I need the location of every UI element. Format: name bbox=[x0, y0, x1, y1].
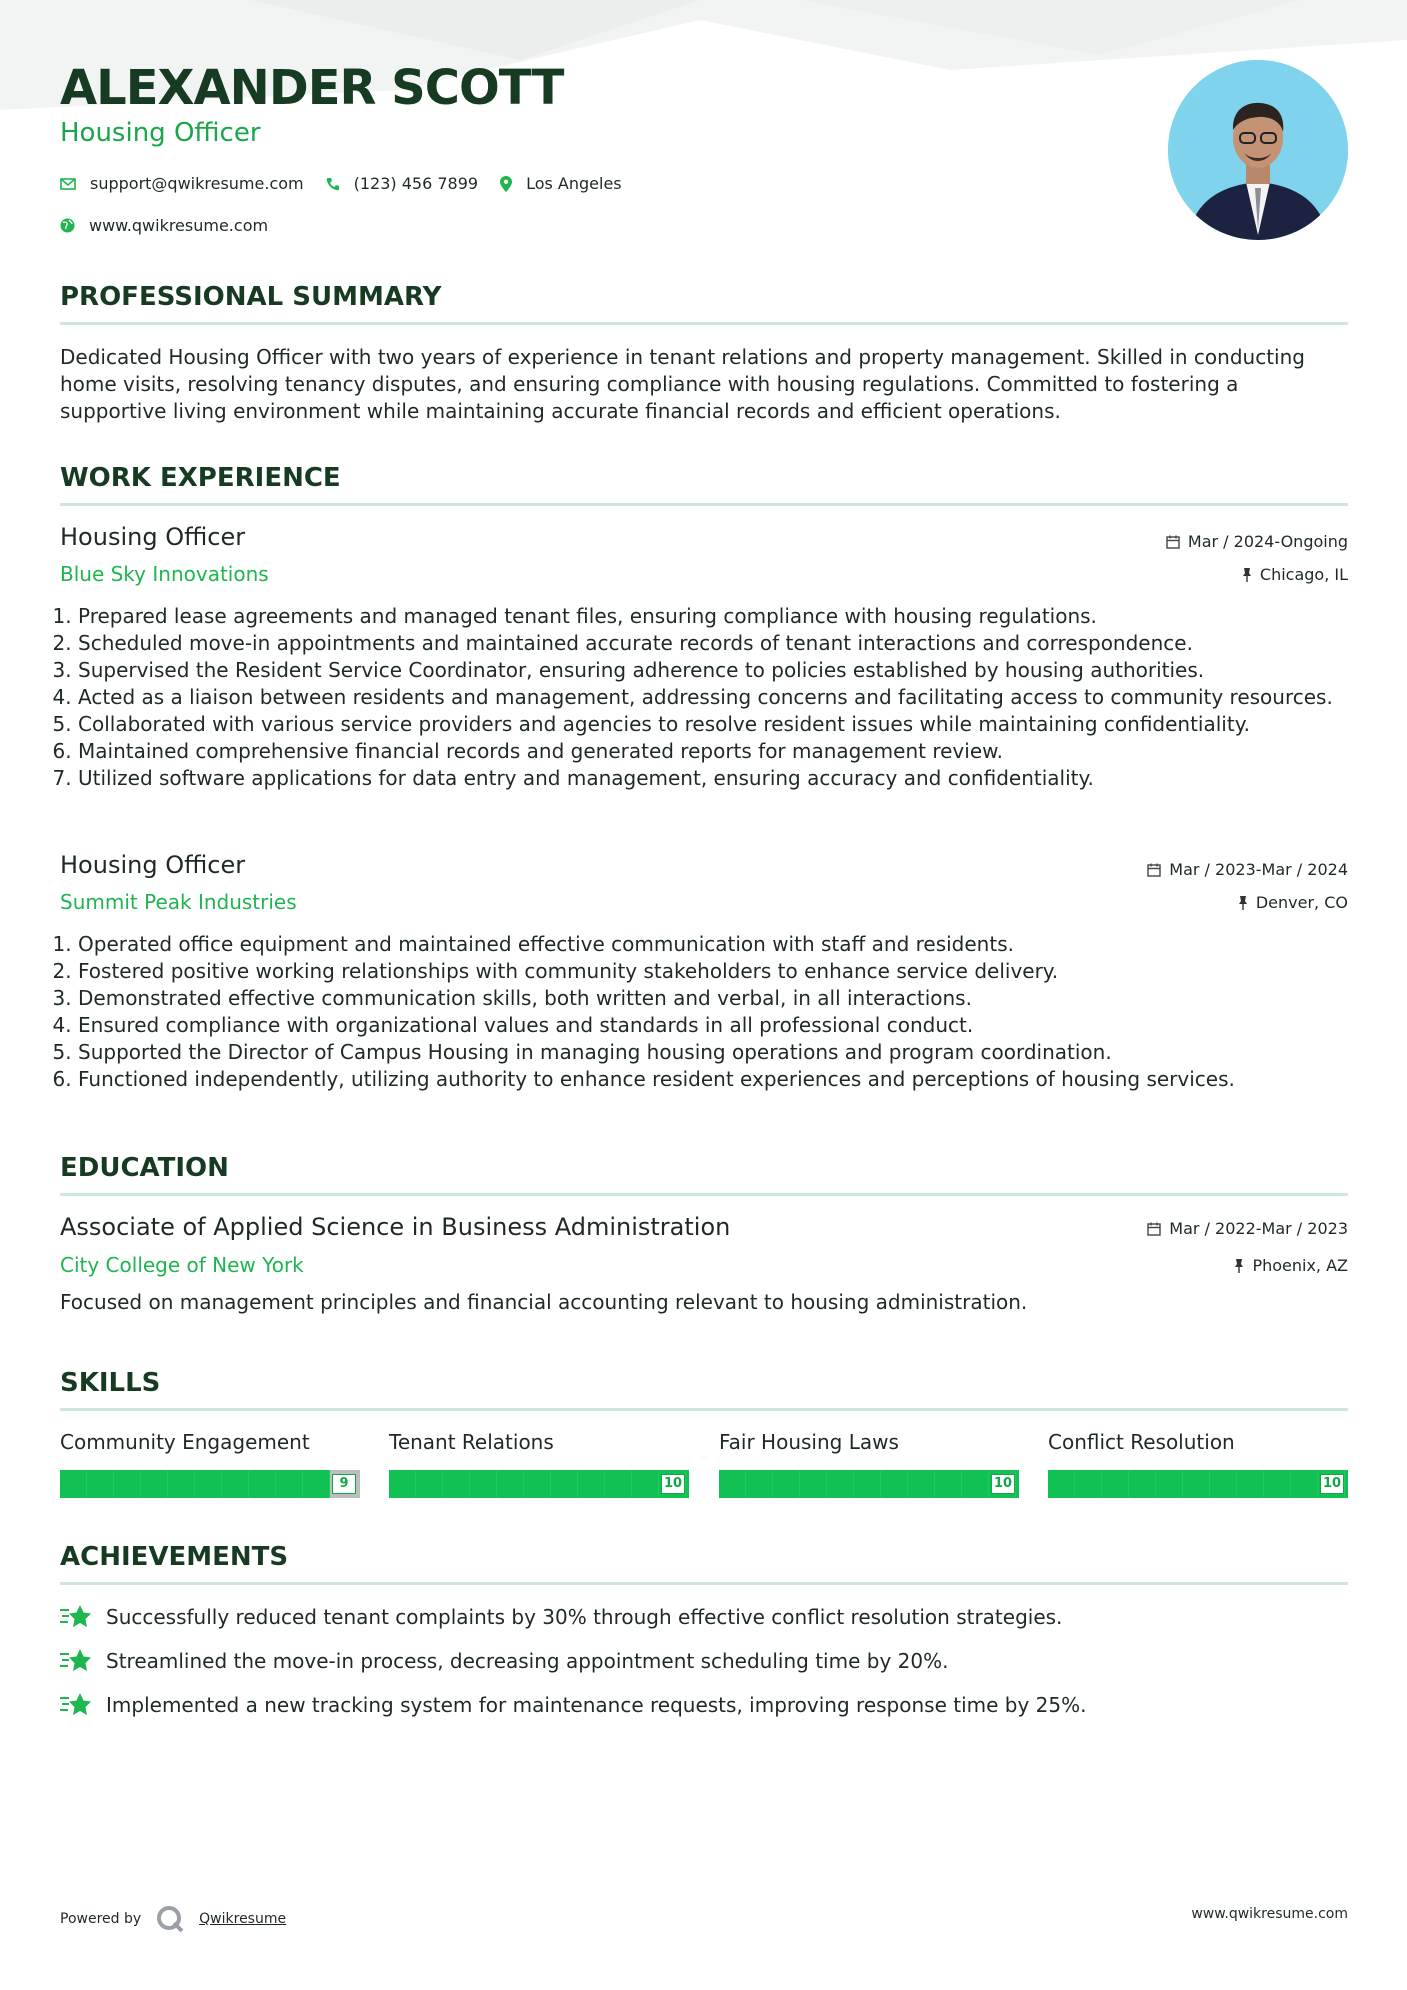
candidate-title: Housing Officer bbox=[60, 118, 261, 148]
job-location-text: Chicago, IL bbox=[1259, 565, 1348, 584]
duty-list bbox=[60, 931, 1348, 1093]
company-name: Summit Peak Industries bbox=[60, 890, 297, 914]
education-divider bbox=[60, 1193, 1348, 1196]
achievement-text: Implemented a new tracking system for maintenance requests, improving response time by 25%. bbox=[106, 1693, 1087, 1717]
summary-text: Dedicated Housing Officer with two years of experience in tenant relations and property management. Skilled in conducting home visits, resolving tenancy disputes, and ensuring compliance with housing regulations. Committed to fostering a supportive living environment while maintaining accurate financial records and efficient operations. bbox=[60, 345, 1305, 423]
achievement-item bbox=[60, 1648, 948, 1674]
achievements-heading: ACHIEVEMENTS bbox=[60, 1542, 289, 1572]
duty-item: 2. Scheduled move-in appointments and maintained accurate records of tenant interactions and correspondence. bbox=[78, 630, 1348, 657]
phone-icon bbox=[326, 177, 340, 191]
skill-bar bbox=[1048, 1470, 1348, 1498]
duty-item: 6. Functioned independently, utilizing authority to enhance resident experiences and perceptions of housing services. bbox=[78, 1066, 1348, 1093]
footer-website[interactable]: www.qwikresume.com bbox=[1191, 1906, 1348, 1922]
star-badge-icon bbox=[60, 1604, 92, 1630]
pushpin-icon bbox=[1234, 1259, 1244, 1273]
skill-item bbox=[719, 1430, 1019, 1498]
star-badge-icon bbox=[60, 1692, 92, 1718]
contact-website[interactable] bbox=[60, 216, 268, 235]
map-pin-icon bbox=[500, 176, 512, 192]
education-dates-text: Mar / 2022-Mar / 2023 bbox=[1169, 1219, 1348, 1238]
email-text: support@qwikresume.com bbox=[90, 174, 304, 193]
duty-item: 4. Ensured compliance with organizational values and standards in all professional conduct. bbox=[78, 1012, 1348, 1039]
skill-item bbox=[1048, 1430, 1348, 1498]
profile-photo bbox=[1168, 60, 1348, 240]
education-description: Focused on management principles and financial accounting relevant to housing administration. bbox=[60, 1290, 1028, 1314]
job-location-text: Denver, CO bbox=[1255, 893, 1348, 912]
calendar-icon bbox=[1166, 535, 1180, 549]
education-heading: EDUCATION bbox=[60, 1153, 229, 1183]
skill-fill bbox=[1048, 1470, 1348, 1498]
envelope-icon bbox=[60, 178, 76, 190]
globe-icon bbox=[60, 218, 75, 233]
contact-row-secondary bbox=[60, 216, 290, 235]
skill-item bbox=[60, 1430, 360, 1498]
school-name: City College of New York bbox=[60, 1253, 304, 1277]
skill-score: 10 bbox=[991, 1474, 1015, 1494]
experience-divider bbox=[60, 503, 1348, 506]
job-dates-text: Mar / 2023-Mar / 2024 bbox=[1169, 860, 1348, 879]
contact-phone[interactable] bbox=[326, 174, 478, 193]
candidate-name: ALEXANDER SCOTT bbox=[60, 60, 564, 116]
website-text: www.qwikresume.com bbox=[89, 216, 269, 235]
contact-email[interactable] bbox=[60, 174, 304, 193]
job-location bbox=[1242, 565, 1348, 584]
skill-score: 10 bbox=[1320, 1474, 1344, 1494]
skill-name: Fair Housing Laws bbox=[719, 1430, 899, 1454]
contact-location bbox=[500, 174, 622, 193]
summary-divider bbox=[60, 322, 1348, 325]
duty-item: 5. Supported the Director of Campus Housing in managing housing operations and program coordination. bbox=[78, 1039, 1348, 1066]
duty-item: 3. Demonstrated effective communication skills, both written and verbal, in all interactions. bbox=[78, 985, 1348, 1012]
job-dates bbox=[1147, 860, 1348, 879]
skill-bar bbox=[389, 1470, 689, 1498]
duty-item: 1. Prepared lease agreements and managed tenant files, ensuring compliance with housing regulations. bbox=[78, 603, 1348, 630]
company-name: Blue Sky Innovations bbox=[60, 562, 269, 586]
skill-item bbox=[389, 1430, 689, 1498]
skill-name: Tenant Relations bbox=[389, 1430, 554, 1454]
star-badge-icon bbox=[60, 1648, 92, 1674]
duty-list bbox=[60, 603, 1348, 792]
calendar-icon bbox=[1147, 1222, 1161, 1236]
job-title: Housing Officer bbox=[60, 523, 246, 551]
education-location bbox=[1234, 1256, 1348, 1275]
phone-text: (123) 456 7899 bbox=[353, 174, 479, 193]
duty-item: 3. Supervised the Resident Service Coordinator, ensuring adherence to policies established by housing authorities. bbox=[78, 657, 1348, 684]
skill-fill bbox=[389, 1470, 689, 1498]
duty-item: 5. Collaborated with various service providers and agencies to resolve resident issues while maintaining confidentiality. bbox=[78, 711, 1348, 738]
duty-item: 1. Operated office equipment and maintained effective communication with staff and residents. bbox=[78, 931, 1348, 958]
achievement-item bbox=[60, 1604, 1062, 1630]
degree-title: Associate of Applied Science in Business Administration bbox=[60, 1213, 731, 1241]
job-dates bbox=[1166, 532, 1348, 551]
powered-by-text: Powered by bbox=[60, 1911, 142, 1927]
job-location bbox=[1238, 893, 1348, 912]
skill-score: 9 bbox=[332, 1474, 356, 1494]
calendar-icon bbox=[1147, 863, 1161, 877]
skills-divider bbox=[60, 1408, 1348, 1411]
achievement-text: Streamlined the move-in process, decreasing appointment scheduling time by 20%. bbox=[106, 1649, 949, 1673]
skill-name: Conflict Resolution bbox=[1048, 1430, 1235, 1454]
skill-bar bbox=[719, 1470, 1019, 1498]
achievements-divider bbox=[60, 1582, 1348, 1585]
pushpin-icon bbox=[1238, 896, 1248, 910]
qwikresume-logo-icon bbox=[155, 1904, 185, 1934]
education-location-text: Phoenix, AZ bbox=[1252, 1256, 1348, 1275]
education-dates bbox=[1147, 1219, 1348, 1238]
brand-link[interactable]: Qwikresume bbox=[199, 1911, 287, 1927]
pushpin-icon bbox=[1242, 568, 1252, 582]
achievement-text: Successfully reduced tenant complaints by 30% through effective conflict resolution strategies. bbox=[106, 1605, 1063, 1629]
experience-heading: WORK EXPERIENCE bbox=[60, 463, 341, 493]
footer-powered-by bbox=[60, 1904, 286, 1934]
job-dates-text: Mar / 2024-Ongoing bbox=[1187, 532, 1348, 551]
skill-score: 10 bbox=[661, 1474, 685, 1494]
summary-heading: PROFESSIONAL SUMMARY bbox=[60, 282, 442, 312]
skill-fill bbox=[60, 1470, 330, 1498]
duty-item: 4. Acted as a liaison between residents and management, addressing concerns and facilitating access to community resources. bbox=[78, 684, 1348, 711]
resume-page bbox=[60, 0, 1348, 1990]
job-title: Housing Officer bbox=[60, 851, 246, 879]
skills-heading: SKILLS bbox=[60, 1368, 161, 1398]
skill-bar bbox=[60, 1470, 360, 1498]
duty-item: 7. Utilized software applications for data entry and management, ensuring accuracy and confidentiality. bbox=[78, 765, 1348, 792]
duty-item: 2. Fostered positive working relationships with community stakeholders to enhance service delivery. bbox=[78, 958, 1348, 985]
achievement-item bbox=[60, 1692, 1086, 1718]
skill-name: Community Engagement bbox=[60, 1430, 310, 1454]
contact-row-primary bbox=[60, 174, 644, 193]
skill-fill bbox=[719, 1470, 1019, 1498]
duty-item: 6. Maintained comprehensive financial records and generated reports for management review. bbox=[78, 738, 1348, 765]
location-text: Los Angeles bbox=[526, 174, 622, 193]
